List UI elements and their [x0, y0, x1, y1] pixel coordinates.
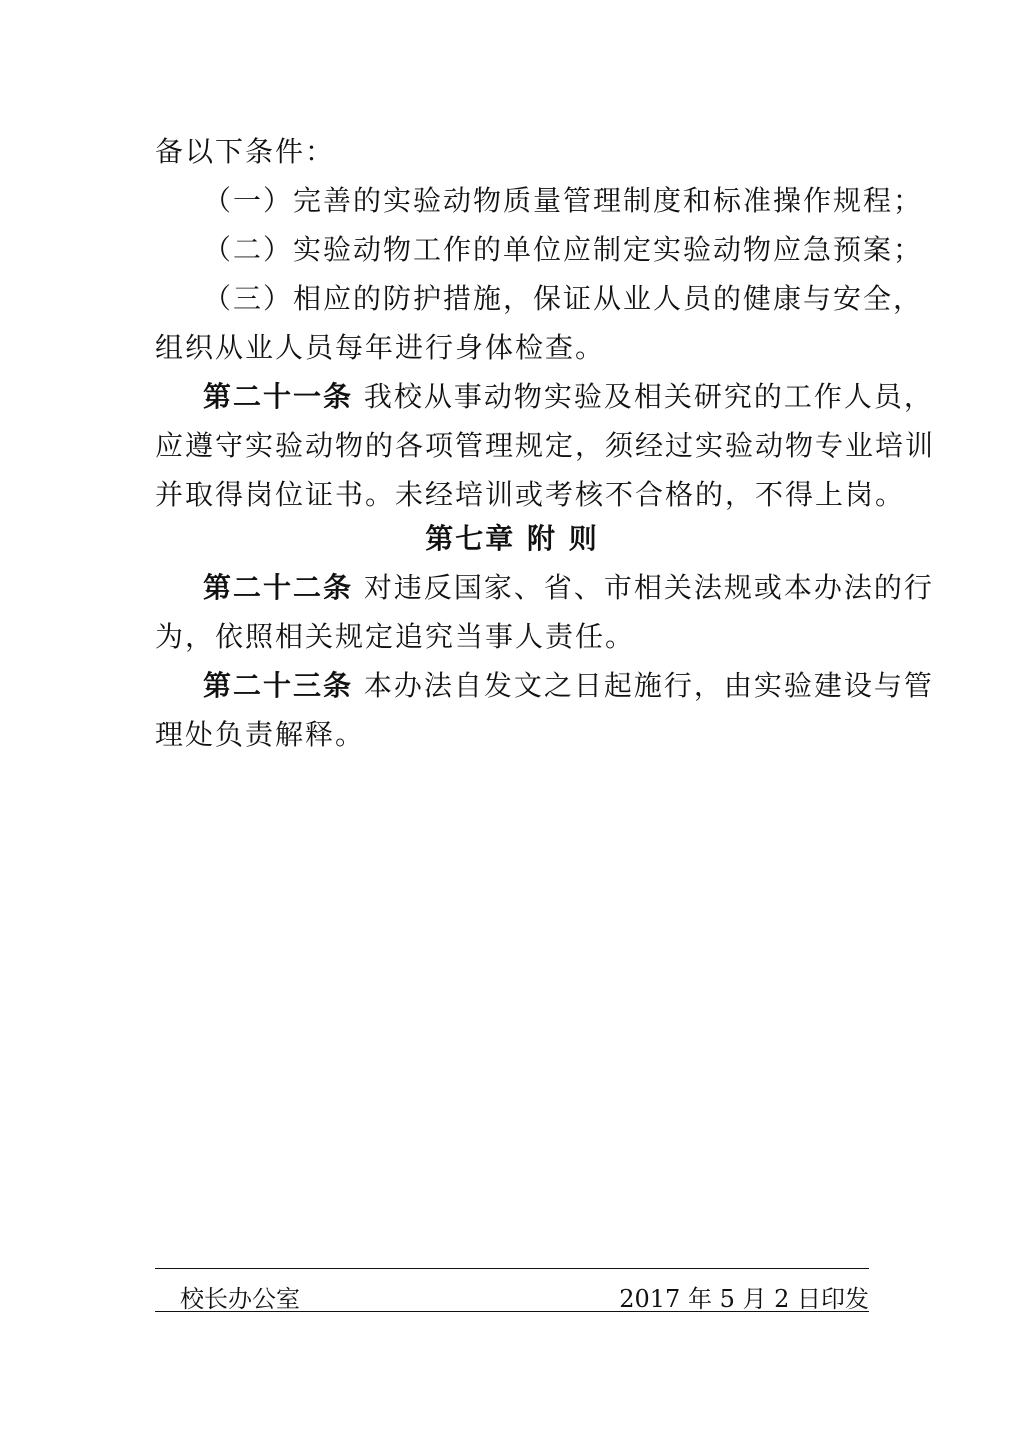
list-item-3-line-1: （三）相应的防护措施，保证从业人员的健康与安全，	[203, 282, 924, 315]
footer-date: 2017 年 5 月 2 日印发	[619, 1285, 869, 1313]
article-22-line-1	[203, 571, 934, 605]
article-21-line-2: 应遵守实验动物的各项管理规定，须经过实验动物专业培训	[155, 429, 936, 462]
list-item-3-line-2: 组织从业人员每年进行身体检查。	[155, 331, 606, 364]
article-23-line-2: 理处负责解释。	[155, 718, 366, 751]
list-item-1: （一）完善的实验动物质量管理制度和标准操作规程；	[203, 184, 924, 217]
footer-bottom-rule	[155, 1311, 869, 1312]
article-22-text: 对违反国家、省、市相关法规或本办法的行	[353, 571, 934, 604]
list-item-2: （二）实验动物工作的单位应制定实验动物应急预案；	[203, 233, 924, 266]
footer-issuer: 校长办公室	[180, 1285, 300, 1313]
chapter-heading: 第七章 附 则	[425, 522, 599, 555]
article-22-label: 第二十二条	[203, 571, 354, 604]
article-21-text: 我校从事动物实验及相关研究的工作人员，	[353, 380, 934, 413]
article-22-line-2: 为，依照相关规定追究当事人责任。	[155, 620, 636, 653]
article-21-line-3: 并取得岗位证书。未经培训或考核不合格的，不得上岗。	[155, 478, 906, 511]
article-23-line-1	[203, 669, 934, 703]
article-23-text: 本办法自发文之日起施行，由实验建设与管	[353, 669, 934, 702]
paragraph-line: 备以下条件：	[155, 135, 336, 168]
footer-top-rule	[155, 1268, 869, 1269]
article-23-label: 第二十三条	[203, 669, 354, 702]
article-21-label: 第二十一条	[203, 380, 354, 413]
article-21-line-1	[203, 380, 934, 414]
